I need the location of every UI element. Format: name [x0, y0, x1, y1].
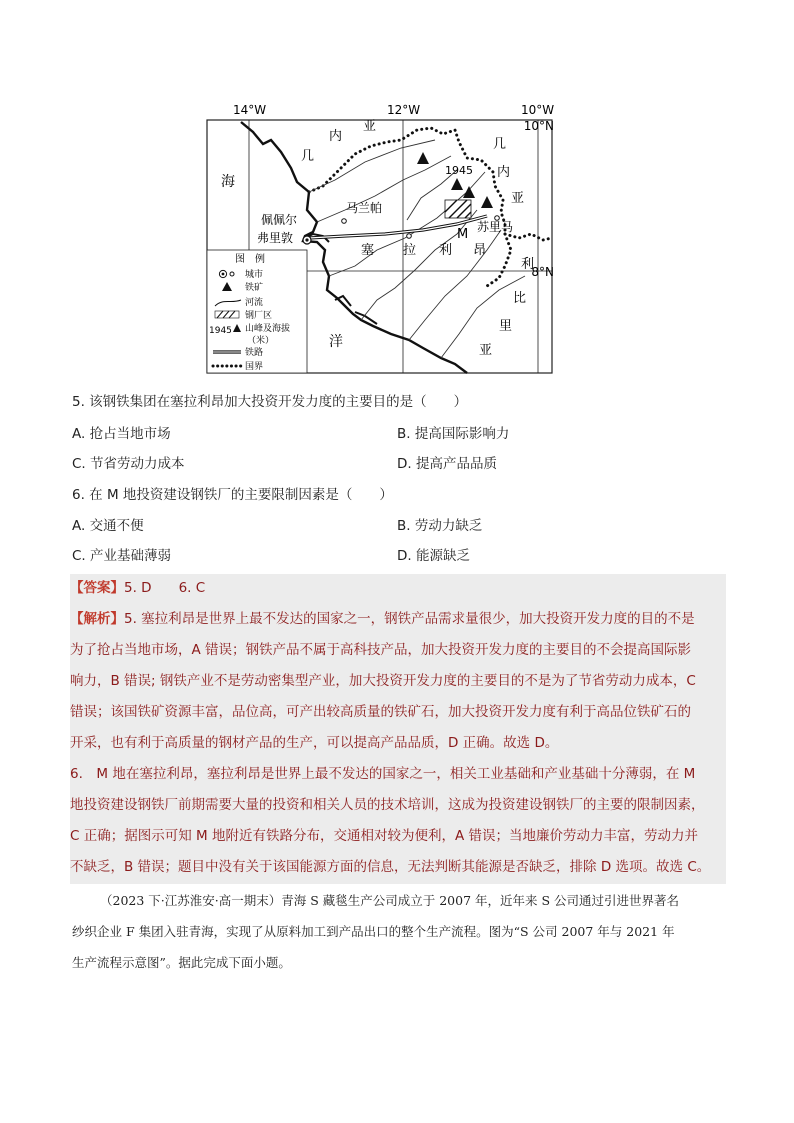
- region-label: 亚: [511, 191, 525, 206]
- region-label-ocean: 洋: [329, 334, 343, 350]
- question-6-option-a: A. 交通不便: [72, 518, 144, 534]
- analysis-line-2: 为了抢占当地市场，A 错误；钢铁产品不属于高科技产品，加大投资开发力度的主要目的不会提高国际影: [70, 642, 692, 658]
- city-dot-icon: [342, 219, 347, 224]
- place-sulima: 苏里马: [477, 220, 514, 234]
- region-label: 利: [439, 243, 453, 258]
- next-question-line-3: 生产流程示意图”。据此完成下面小题。: [72, 955, 291, 970]
- legend-title: 图 例: [235, 254, 265, 265]
- answer-line: [70, 578, 205, 598]
- question-5-option-a: A. 抢占当地市场: [72, 426, 171, 442]
- region-label-sea: 海: [221, 174, 235, 190]
- legend-city-label: 城市: [245, 270, 264, 280]
- region-label: 比: [513, 291, 527, 306]
- legend-steel-label: 钢厂区: [245, 311, 273, 321]
- legend-iron-label: 铁矿: [245, 283, 264, 293]
- analysis-line-5: 开采，也有利于高质量的钢材产品的生产，可以提高产品品质，D 正确。故选 D。: [70, 735, 559, 751]
- region-label: 内: [497, 165, 511, 180]
- elevation-label: 1945: [445, 164, 473, 177]
- legend-steel-icon: [215, 311, 239, 318]
- analysis-line-1: [70, 609, 695, 629]
- region-label: 塞: [361, 243, 375, 258]
- question-6-stem: 6. 在 M 地投资建设钢铁厂的主要限制因素是（ ）: [72, 487, 393, 503]
- city-dot-icon: [407, 234, 412, 239]
- lon-label-10w: 10°W: [521, 103, 555, 117]
- region-label: 昂: [473, 243, 487, 258]
- region-label: 几: [301, 149, 315, 164]
- region-label: 里: [499, 319, 513, 334]
- region-label: 亚: [363, 119, 377, 134]
- lon-label-12w: 12°W: [387, 103, 421, 117]
- question-6-option-b: B. 劳动力缺乏: [397, 518, 483, 534]
- analysis-line-7: 地投资建设钢铁厂前期需要大量的投资和相关人员的技术培训，这成为投资建设钢铁厂的主要的限制因素，: [70, 797, 705, 813]
- answer-tag: 【答案】: [70, 580, 124, 596]
- region-label: 利: [521, 257, 535, 272]
- analysis-line-9: 不缺乏，B 错误；题目中没有关于该国能源方面的信息，无法判断其能源是否缺乏，排除 D 选项。故选 C。: [70, 859, 711, 875]
- place-freetown-line1: 佩佩尔: [261, 213, 298, 227]
- question-6-option-c: C. 产业基础薄弱: [72, 548, 172, 564]
- analysis-line-4: 错误；该国铁矿资源丰富，品位高，可产出较高质量的铁矿石，加大投资开发力度有利于高品位铁矿石的: [70, 704, 691, 720]
- next-question-line-2: 纱织企业 F 集团入驻青海，实现了从原料加工到产品出口的整个生产流程。图为“S 公司 2007 年与 2021 年: [72, 924, 675, 939]
- legend-border-label: 国界: [245, 362, 264, 372]
- legend-river-label: 河流: [245, 298, 264, 308]
- lat-label-8n: 8°N: [531, 265, 554, 279]
- legend-elev-value: 1945: [209, 326, 232, 336]
- iron-mine-map: [205, 100, 555, 375]
- analysis-tag: 【解析】: [70, 611, 124, 627]
- next-question-line-1: （2023 下·江苏淮安·高一期末）青海 S 藏毯生产公司成立于 2007 年，近年来 S 公司通过引进世界著名: [100, 893, 680, 908]
- analysis-text-1: 5. 塞拉利昂是世界上最不发达的国家之一，钢铁产品需求量很少，加大投资开发力度的目的不是: [124, 611, 695, 627]
- analysis-line-3: 响力，B 错误; 钢铁产业不是劳动密集型产业，加大投资开发力度的主要目的不是为了节省劳动力成本，C: [70, 673, 696, 689]
- answer-text: 5. D 6. C: [124, 580, 206, 596]
- analysis-line-8: C 正确；据图示可知 M 地附近有铁路分布，交通相对较为便利，A 错误；当地廉价劳动力丰富，劳动力并: [70, 828, 698, 844]
- question-6-option-d: D. 能源缺乏: [397, 548, 470, 564]
- place-freetown-line2: 弗里敦: [257, 231, 294, 245]
- steel-plant-zone: [445, 200, 471, 218]
- place-malamba: 马兰帕: [346, 201, 383, 215]
- city-freetown-icon: [303, 236, 311, 244]
- question-5-option-c: C. 节省劳动力成本: [72, 456, 185, 472]
- legend-peak-unit: （米）: [247, 336, 275, 346]
- place-m: M: [457, 227, 469, 242]
- lat-label-10n: 10°N: [523, 119, 554, 133]
- question-5-stem: 5. 该钢铁集团在塞拉利昂加大投资开发力度的主要目的是（ ）: [72, 394, 468, 410]
- region-label: 亚: [479, 343, 493, 358]
- analysis-line-6: 6. M 地在塞拉利昂，塞拉利昂是世界上最不发达的国家之一，相关工业基础和产业基础十分薄弱，在 M: [70, 766, 696, 782]
- lon-label-14w: 14°W: [233, 103, 267, 117]
- question-5-option-d: D. 提高产品品质: [397, 456, 497, 472]
- region-label: 内: [329, 129, 343, 144]
- legend-peak-label: 山峰及海拔: [245, 324, 291, 334]
- region-label: 几: [493, 137, 507, 152]
- region-label: 拉: [403, 243, 417, 258]
- legend-railway-label: 铁路: [245, 348, 264, 358]
- question-5-option-b: B. 提高国际影响力: [397, 426, 510, 442]
- map-legend: [207, 250, 307, 373]
